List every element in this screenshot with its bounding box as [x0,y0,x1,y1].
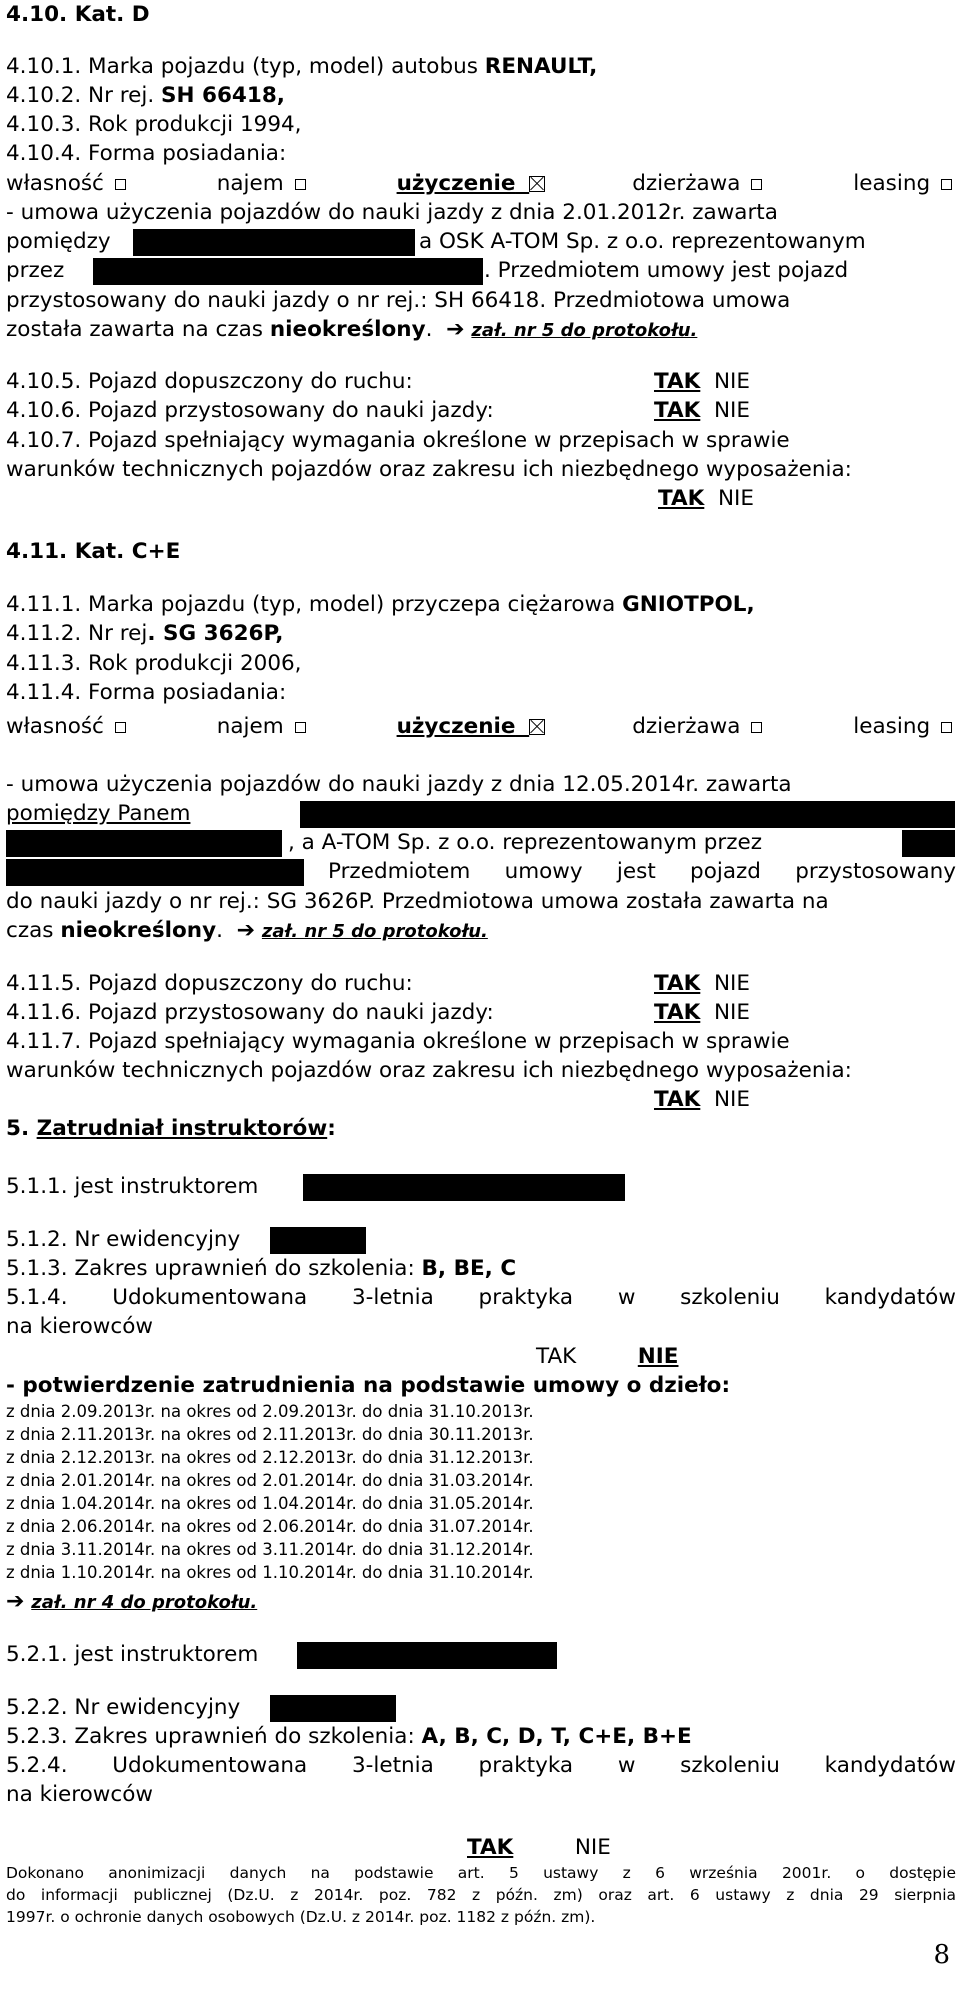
instructor-line: 5.1.3. Zakres uprawnień do szkolenia: B, BE, C [6,1256,517,1281]
list-item: z dnia 2.11.2013r. na okres od 2.11.2013r. do dnia 30.11.2013r. [6,1425,534,1444]
contract-paragraph-line: - umowa użyczenia pojazdów do nauki jazdy z dnia 12.05.2014r. zawarta [6,772,792,797]
contract-paragraph-line: została zawarta na czas nieokreślony. ➔ zał. nr 5 do protokołu. [6,317,698,342]
instructor-line: na kierowców [6,1782,153,1807]
footnote-line: Dokonano anonimizacji danych na podstawie art. 5 ustawy z 6 września 2001r. o dostępie [6,1864,956,1882]
registration-line: 4.10.2. Nr rej. SH 66418, [6,83,285,108]
question-line: warunków technicznych pojazdów oraz zakresu ich niezbędnego wyposażenia: [6,1058,852,1083]
ownership-options: własność najem użyczenie dzierżawa leasing [6,170,956,198]
question-line: 4.10.7. Pojazd spełniający wymagania określone w przepisach w sprawie [6,428,790,453]
instructor-line: 5.1.1. jest instruktorem [6,1174,259,1199]
list-item: z dnia 1.10.2014r. na okres od 1.10.2014r. do dnia 31.10.2014r. [6,1563,534,1582]
answer-tak-nie: TAK NIE [654,369,750,394]
question-line: 4.11.5. Pojazd dopuszczony do ruchu: [6,971,413,996]
footnote-line: 1997r. o ochronie danych osobowych (Dz.U. z 2014r. poz. 1182 z późn. zm). [6,1908,596,1926]
contract-paragraph-line: do nauki jazdy o nr rej.: SG 3626P. Przedmiotowa umowa została zawarta na [6,889,829,914]
footnote-line: do informacji publicznej (Dz.U. z 2014r. poz. 782 z późn. zm) oraz art. 6 ustawy z dnia 29 sierpnia [6,1886,956,1904]
checkbox-icon [751,722,762,733]
redaction-block [270,1695,396,1722]
answer-tak-nie: TAK NIE [654,1087,750,1112]
contract-paragraph-line: a OSK A-TOM Sp. z o.o. reprezentowanym [419,229,866,254]
redaction-block [902,830,955,857]
instructor-line: 5.1.2. Nr ewidencyjny [6,1227,241,1252]
ownership-options: własność najem użyczenie dzierżawa leasing [6,713,956,741]
contract-paragraph-line: przystosowany do nauki jazdy o nr rej.: SH 66418. Przedmiotowa umowa [6,288,791,313]
list-item: z dnia 2.06.2014r. na okres od 2.06.2014r. do dnia 31.07.2014r. [6,1517,534,1536]
page-number: 8 [933,1940,950,1970]
ownership-form-label: 4.10.4. Forma posiadania: [6,141,287,166]
answer-tak-nie: TAK NIE [536,1344,679,1369]
employment-confirmation: - potwierdzenie zatrudnienia na podstawie umowy o dzieło: [6,1373,731,1398]
redaction-block [297,1642,557,1669]
checkbox-icon [115,179,126,190]
answer-tak-nie: TAK NIE [654,1000,750,1025]
instructor-line: na kierowców [6,1314,153,1339]
production-year-line: 4.11.3. Rok produkcji 2006, [6,651,302,676]
contract-paragraph-line: przez [6,258,65,283]
list-item: z dnia 2.09.2013r. na okres od 2.09.2013r. do dnia 31.10.2013r. [6,1402,534,1421]
section-heading-kat-d: 4.10. Kat. D [6,2,150,27]
arrow-right-icon: ➔ [236,918,256,943]
instructor-line: 5.1.4. Udokumentowana 3-letnia praktyka w szkoleniu kandydatów [6,1285,956,1310]
checkbox-icon [941,179,952,190]
contract-paragraph-line: pomiędzy [6,229,111,254]
question-line: 4.10.6. Pojazd przystosowany do nauki jazdy: [6,398,494,423]
contract-paragraph-line: pomiędzy Panem [6,801,191,826]
redaction-block [133,229,415,256]
list-item: z dnia 2.12.2013r. na okres od 2.12.2013r. do dnia 31.12.2013r. [6,1448,534,1467]
question-line: 4.11.6. Pojazd przystosowany do nauki jazdy: [6,1000,494,1025]
redaction-block [270,1227,366,1254]
instructor-line: 5.2.3. Zakres uprawnień do szkolenia: A, B, C, D, T, C+E, B+E [6,1724,692,1749]
checkbox-icon [115,722,126,733]
answer-tak-nie: TAK NIE [467,1835,611,1860]
registration-line: 4.11.2. Nr rej. SG 3626P, [6,621,284,646]
contract-paragraph-line: . Przedmiotem umowy jest pojazd [484,258,849,283]
redaction-block [93,258,483,285]
answer-tak-nie: TAK NIE [658,486,754,511]
checked-checkbox-icon [529,719,545,735]
question-line: 4.10.5. Pojazd dopuszczony do ruchu: [6,369,413,394]
contract-paragraph-line: czas nieokreślony. ➔ zał. nr 5 do protokołu. [6,918,488,943]
list-item: z dnia 3.11.2014r. na okres od 3.11.2014r. do dnia 31.12.2014r. [6,1540,534,1559]
answer-tak-nie: TAK NIE [654,971,750,996]
vehicle-make-line: 4.11.1. Marka pojazdu (typ, model) przyczepa ciężarowa GNIOTPOL, [6,592,755,617]
arrow-right-icon: ➔ [446,317,465,342]
instructor-line: 5.2.1. jest instruktorem [6,1642,259,1667]
checkbox-icon [295,179,306,190]
redaction-block [6,830,282,857]
redaction-block [300,801,955,828]
contract-paragraph-line: Przedmiotem umowy jest pojazd przystosowany [328,859,956,884]
checkbox-icon [941,722,952,733]
redaction-block [6,859,304,886]
arrow-right-icon: ➔ [6,1589,25,1614]
instructor-line: 5.2.4. Udokumentowana 3-letnia praktyka w szkoleniu kandydatów [6,1753,956,1778]
answer-tak-nie: TAK NIE [654,398,750,423]
vehicle-make-line: 4.10.1. Marka pojazdu (typ, model) autobus RENAULT, [6,54,598,79]
list-item: z dnia 1.04.2014r. na okres od 1.04.2014r. do dnia 31.05.2014r. [6,1494,534,1513]
list-item: z dnia 2.01.2014r. na okres od 2.01.2014r. do dnia 31.03.2014r. [6,1471,534,1490]
instructor-line: 5.2.2. Nr ewidencyjny [6,1695,241,1720]
checkbox-icon [295,722,306,733]
checkbox-icon [751,179,762,190]
attachment-ref: ➔ zał. nr 4 do protokołu. [6,1589,258,1614]
production-year-line: 4.10.3. Rok produkcji 1994, [6,112,302,137]
checked-checkbox-icon [529,176,545,192]
contract-paragraph-line: - umowa użyczenia pojazdów do nauki jazdy z dnia 2.01.2012r. zawarta [6,200,778,225]
question-line: warunków technicznych pojazdów oraz zakresu ich niezbędnego wyposażenia: [6,457,852,482]
redaction-block [303,1174,625,1201]
ownership-form-label: 4.11.4. Forma posiadania: [6,680,287,705]
section-heading-kat-ce: 4.11. Kat. C+E [6,539,181,564]
section-heading-instructors: 5. Zatrudniał instruktorów: [6,1116,336,1141]
question-line: 4.11.7. Pojazd spełniający wymagania określone w przepisach w sprawie [6,1029,790,1054]
contract-paragraph-line: , a A-TOM Sp. z o.o. reprezentowanym przez [288,830,763,855]
